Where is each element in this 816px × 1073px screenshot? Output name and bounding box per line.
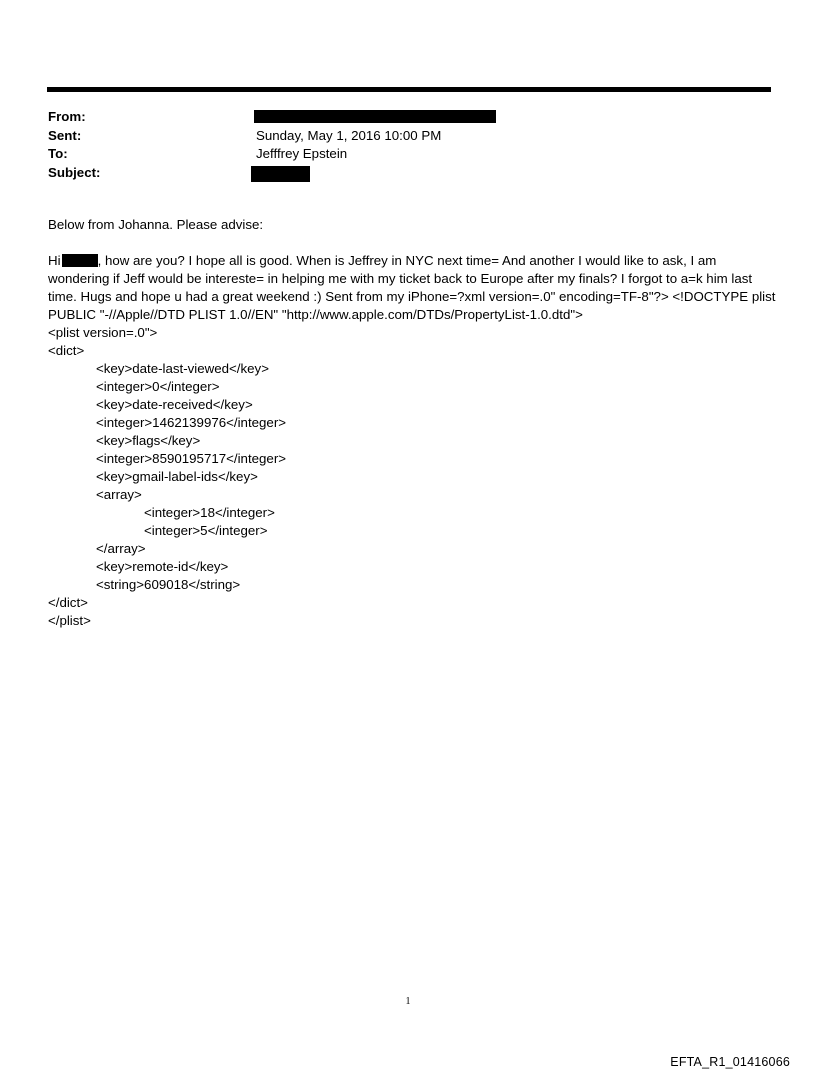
redacted-sender: [254, 110, 496, 123]
to-row: [48, 145, 748, 164]
from-row: [48, 108, 748, 127]
document-id: EFTA_R1_01416066: [670, 1055, 790, 1069]
redacted-name: [62, 254, 98, 267]
plist-line: <dict>: [48, 343, 85, 358]
page-number: 1: [405, 996, 411, 1007]
plist-line: <key>date-received</key>: [96, 397, 253, 412]
sent-value: Sunday, May 1, 2016 10:00 PM: [256, 127, 442, 143]
plist-line: </dict>: [48, 595, 88, 610]
to-label: To:: [48, 146, 68, 161]
plist-line: <integer>0</integer>: [96, 379, 220, 394]
message-paragraph: [48, 252, 778, 324]
plist-line: <key>date-last-viewed</key>: [96, 361, 269, 376]
plist-line: <integer>1462139976</integer>: [96, 415, 287, 430]
from-label: From:: [48, 109, 86, 124]
intro-line: Below from Johanna. Please advise:: [48, 217, 264, 232]
plist-line: <integer>18</integer>: [144, 505, 275, 520]
subject-label: Subject:: [48, 164, 101, 180]
plist-line: <key>flags</key>: [96, 433, 201, 448]
sent-row: [48, 127, 748, 146]
plist-line: <key>gmail-label-ids</key>: [96, 469, 258, 484]
plist-line: <plist version=.0">: [48, 325, 158, 340]
header-divider: [47, 87, 771, 92]
plist-line: <integer>8590195717</integer>: [96, 451, 287, 466]
redacted-subject: [251, 166, 310, 182]
message-text: , how are you? I hope all is good. When is Jeffrey in NYC next time= And another I would like to ask, I am wondering if Jeff would be intereste= in helping me with my ticket back to Europe after my finals? I forgot to a=k him last time. Hugs and hope u had a great weekend :) Sent from my iPhone=?xml version=.0" encoding=TF-8"?> <!DOCTYPE plist PUBLIC "-//Apple//DTD PLIST 1.0//EN" "http://www.apple.com/DTDs/PropertyList-1.0.dtd">: [48, 253, 776, 322]
email-header: [48, 108, 748, 182]
plist-line: <integer>5</integer>: [144, 523, 268, 538]
to-value: Jefffrey Epstein: [256, 146, 348, 161]
plist-line: <string>609018</string>: [96, 577, 241, 592]
greeting-start: Hi: [48, 253, 61, 268]
email-body: [48, 216, 778, 630]
subject-row: [48, 164, 748, 183]
plist-line: <key>remote-id</key>: [96, 559, 229, 574]
sent-label: Sent:: [48, 127, 82, 143]
plist-line: <array>: [96, 487, 142, 502]
plist-line: </plist>: [48, 613, 91, 628]
plist-line: </array>: [96, 541, 146, 556]
